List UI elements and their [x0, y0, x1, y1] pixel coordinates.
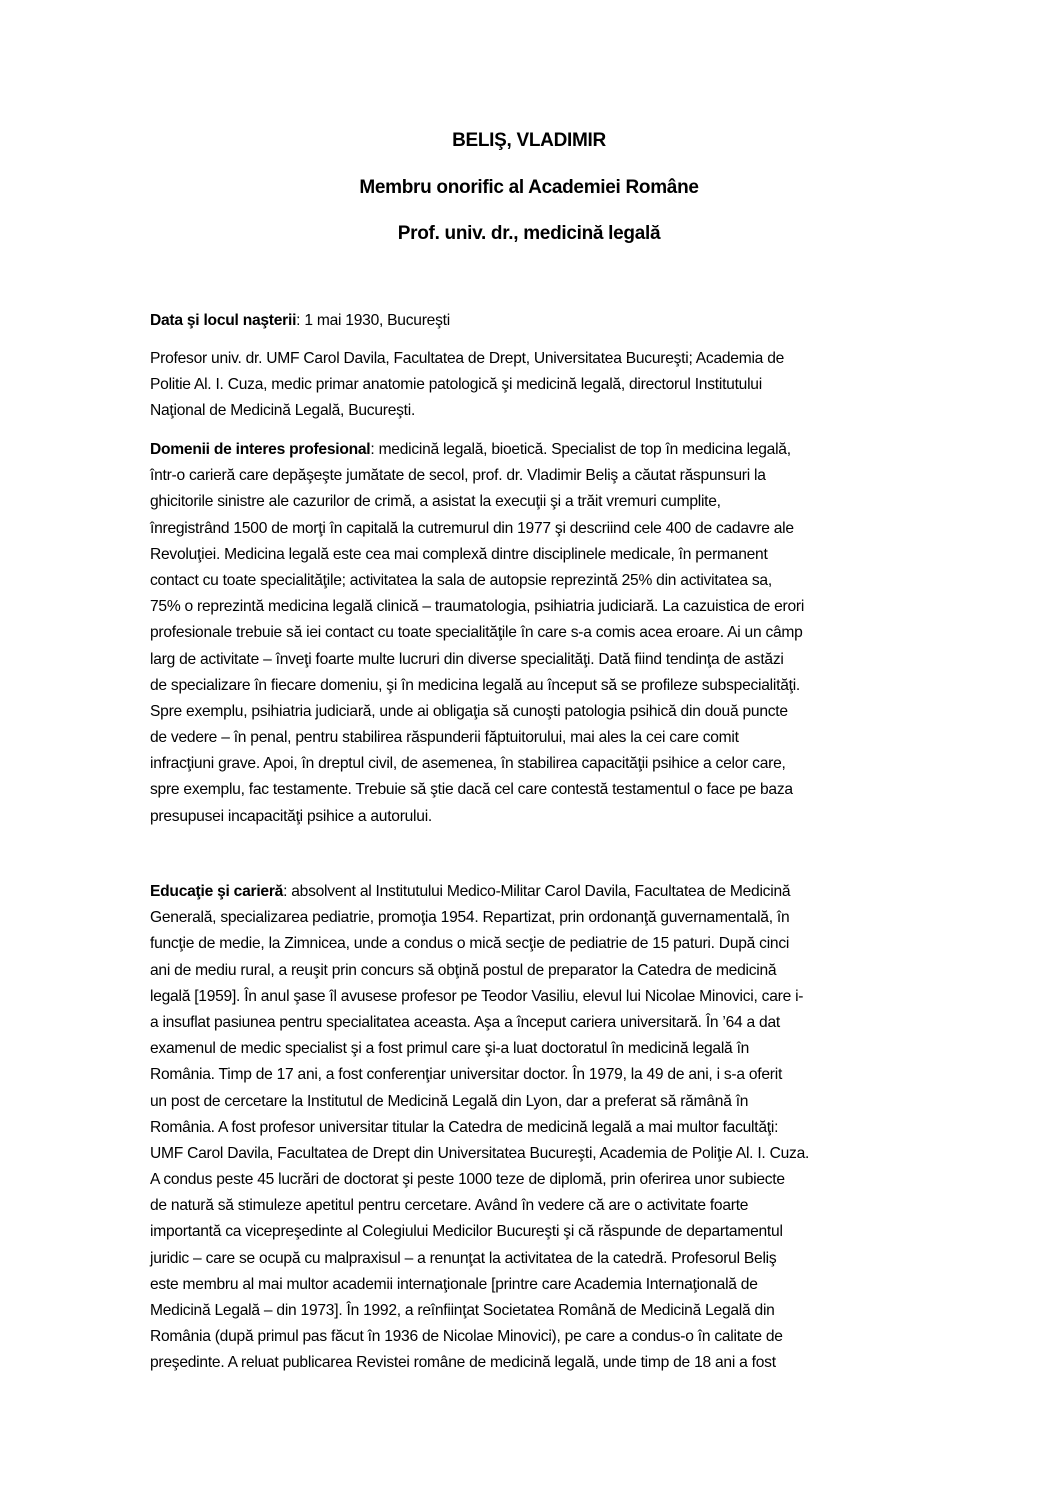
text-line: juridic – care se ocupă cu malpraxisul – a renunţat la activitatea de la catedră. Profesorul Beliş: [150, 1249, 777, 1267]
education-label: Educaţie şi carieră: [150, 883, 284, 900]
text-line: Revoluţiei. Medicina legală este cea mai complexă dintre disciplinele medicale, în permanent: [150, 545, 768, 563]
text-line: România. Timp de 17 ani, a fost conferenţiar universitar doctor. În 1979, la 49 de ani, i s-a oferit: [150, 1066, 783, 1084]
text-line: înregistrând 1500 de morţi în capitală la cutremurul din 1977 şi descriind cele 400 de cadavre ale: [150, 519, 794, 537]
text-line: legală [1959]. În anul şase îl avusese profesor pe Teodor Vasiliu, elevul lui Nicolae Minovici, care i-: [150, 987, 804, 1005]
text-line: de specializare în fiecare domeniu, şi în medicina legală au început să se profileze subspecialităţi.: [150, 676, 800, 694]
text-line: Politie Al. I. Cuza, medic primar anatomie patologică şi medicină legală, directorul Institutului: [150, 376, 762, 394]
text-line: Spre exemplu, psihiatria judiciară, unde ai obligaţia să cunoşti patologia psihică din două puncte: [150, 702, 788, 720]
text-line: ghicitorile sinistre ale cazurilor de crimă, a asistat la execuţii şi a trăit vremuri cumplite,: [150, 493, 721, 511]
text-line: Medicină Legală – din 1973]. În 1992, a reînfiinţat Societatea Română de Medicină Legală din: [150, 1302, 775, 1319]
education-paragraph: [150, 879, 930, 1377]
text-line: UMF Carol Davila, Facultatea de Drept din Universitatea Bucureşti, Academia de Poliţie Al. I. Cuza.: [150, 1144, 810, 1162]
text-line: de vedere – în penal, pentru stabilirea răspunderii făptuitorului, mai ales la cei care comit: [150, 729, 739, 747]
text-line: este membru al mai multor academii internaţionale [printre care Academia Internaţională de: [150, 1275, 758, 1293]
text-line: Profesor univ. dr. UMF Carol Davila, Facultatea de Drept, Universitatea Bucureşti; Academia de: [150, 350, 785, 367]
text-line: presupusei incapacităţi psihice a autorului.: [150, 807, 432, 825]
birth-value: : 1 mai 1930, Bucureşti: [296, 312, 450, 329]
text-line: importantă ca vicepreşedinte al Colegiului Medicilor Bucureşti şi că răspunde de departamentul: [150, 1223, 783, 1241]
text-line: A condus peste 45 lucrări de doctorat şi peste 1000 teze de diplomă, prin oferirea unor subiecte: [150, 1171, 785, 1189]
text-line: profesionale trebuie să iei contact cu toate specialităţile în care s-a comis acea eroare. Ai un câmp: [150, 624, 803, 642]
text-line: a insuflat pasiunea pentru specialitatea aceasta. Aşa a început cariera universitară. În ’64 a dat: [150, 1013, 780, 1031]
document-position: Prof. univ. dr., medicină legală: [397, 223, 661, 244]
interests-label: Domenii de interes profesional: [150, 441, 371, 458]
education-text: : absolvent al Institutului Medico-Militar Carol Davila, Facultatea de Medicină: [283, 883, 791, 900]
text-line: 75% o reprezintă medicina legală clinică – traumatologia, psihiatria judiciară. La cazuistica de erori: [150, 598, 805, 616]
interests-paragraph: [150, 437, 930, 830]
text-line: ani de mediu rural, a reuşit prin concurs să obţină postul de preparator la Catedra de medicină: [150, 961, 777, 979]
text-line: România (după primul pas făcut în 1936 de Nicolae Minovici), pe care a condus-o în calitate de: [150, 1328, 783, 1346]
text-line: larg de activitate – înveţi foarte multe lucruri din diverse specialităţi. Dată fiind tendinţa de astăzi: [150, 650, 784, 668]
text-line: spre exemplu, fac testamente. Trebuie să ştie dacă cel care contestă testamentul o face pe baza: [150, 781, 793, 799]
text-line: preşedinte. A reluat publicarea Revistei române de medicină legală, unde timp de 18 ani a fost: [150, 1354, 776, 1372]
text-line: într-o carieră care depăşeşte jumătate de secol, prof. dr. Vladimir Beliş a căutat răspunsuri la: [150, 467, 766, 485]
affiliation-paragraph: [150, 346, 930, 425]
text-line: examenul de medic specialist şi a fost primul care şi-a luat doctoratul în medicină legală în: [150, 1040, 750, 1058]
text-line: un post de cercetare la Institutul de Medicină Legală din Lyon, dar a preferat să rămână în: [150, 1092, 749, 1110]
text-line: Naţional de Medicină Legală, Bucureşti.: [150, 402, 416, 420]
document-title: BELIŞ, VLADIMIR: [452, 130, 606, 151]
text-line: Generală, specializarea pediatrie, promoţia 1954. Repartizat, prin ordonanţă guvernamentală, în: [150, 909, 790, 927]
text-line: funcţie de medie, la Zimnicea, unde a condus o mică secţie de pediatrie de 15 paturi. După cinci: [150, 935, 790, 953]
text-line: de natură să stimuleze apetitul pentru cercetare. Având în vedere că are o activitate foarte: [150, 1197, 749, 1215]
text-line: contact cu toate specialităţile; activitatea la sala de autopsie reprezintă 25% din activitatea sa,: [150, 571, 772, 589]
birth-paragraph: [150, 308, 930, 334]
text-line: România. A fost profesor universitar titular la Catedra de medicină legală a mai multor facultăţi:: [150, 1118, 779, 1136]
text-line: infracţiuni grave. Apoi, în dreptul civil, de asemenea, în stabilirea capacităţii psihice a celor care,: [150, 755, 786, 773]
interests-text: : medicină legală, bioetică. Specialist de top în medicina legală,: [370, 441, 791, 458]
document-subtitle: Membru onorific al Academiei Române: [359, 177, 699, 198]
birth-label: Data şi locul naşterii: [150, 312, 297, 329]
